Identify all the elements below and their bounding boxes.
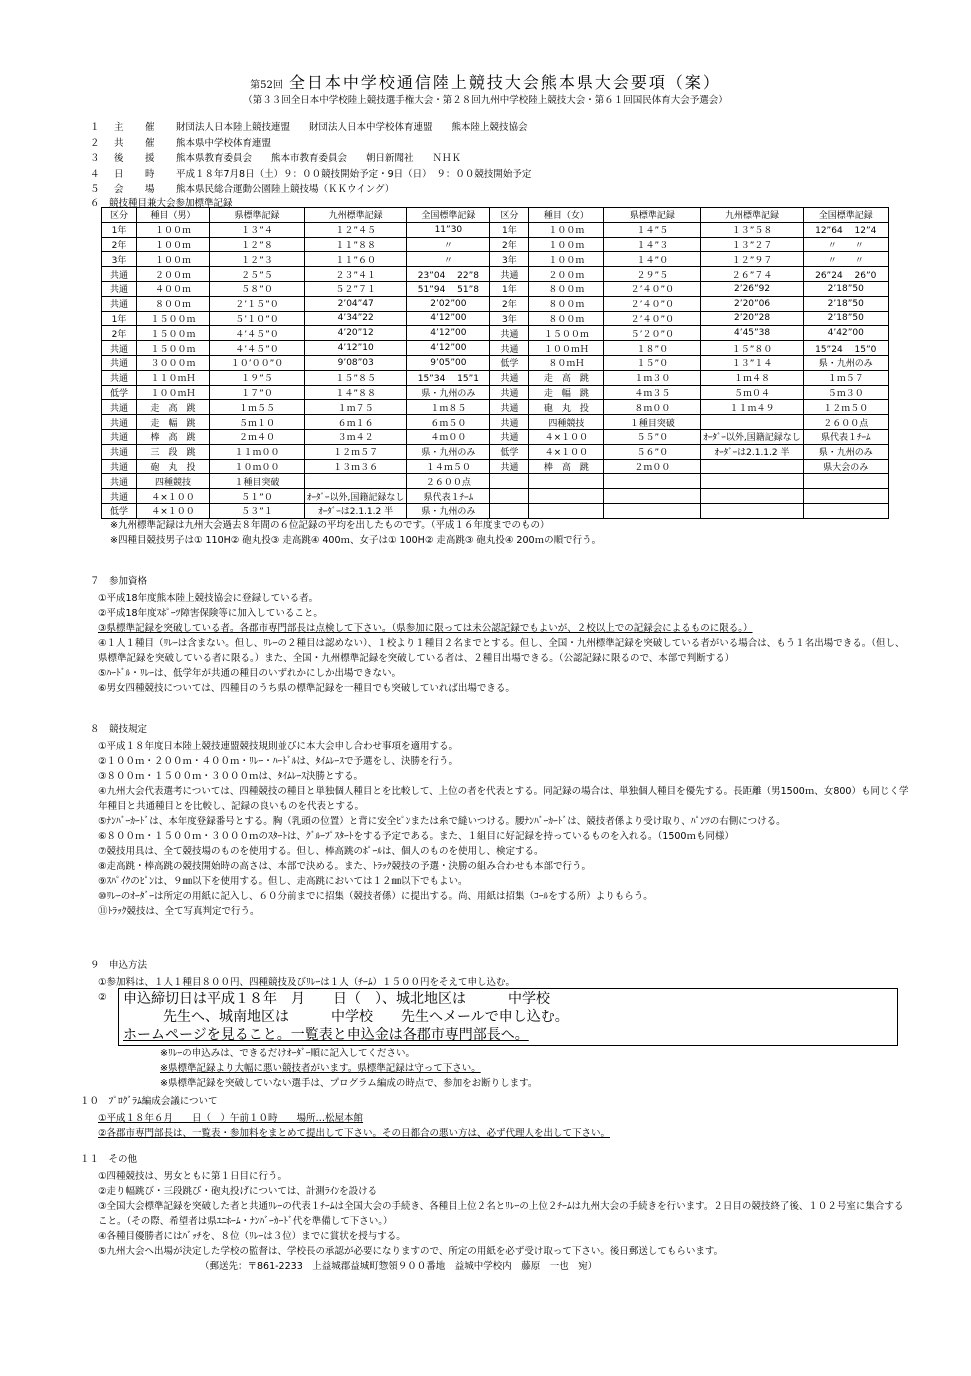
table-row — [102, 385, 889, 400]
table-cell: １７”０ — [210, 385, 305, 400]
list-item: ⑪ﾄﾗｯｸ競技は、全て写真判定で行う。 — [98, 906, 260, 917]
table-cell: ２００ｍ — [529, 267, 604, 282]
table-cell: 26”24 26”0 — [803, 267, 888, 282]
table-cell: ２６”７４ — [701, 267, 803, 282]
org-row: ３ 後 援 熊本県教育委員会 熊本市教育委員会 朝日新聞社 ＮＨＫ — [90, 153, 462, 165]
table-cell — [305, 474, 407, 489]
list-item: ④九州大会代表選考については、四種競技の種目と単独個人種目とを比較して、上位の者を代表とする。同記録の場合は、単独個人種目を優先する。長距離（男1500ｍ、女800）も同じく学年種目と共通種目とを比較し、記録の良いものを代表とする。 — [98, 786, 909, 812]
table-cell: 3年 — [490, 252, 529, 267]
table-cell — [604, 489, 701, 504]
table-cell: １３”４ — [210, 222, 305, 237]
table-cell: ２’４０”０ — [604, 311, 701, 326]
table-cell: ５１”０ — [210, 489, 305, 504]
table-cell: 2年 — [490, 237, 529, 252]
table-cell: 棒 高 跳 — [137, 429, 210, 444]
table-cell: 〃 — [407, 252, 490, 267]
table-cell: 共通 — [490, 267, 529, 282]
header-cell: 全国標準記録 — [407, 208, 490, 223]
table-cell: １００ｍ — [529, 252, 604, 267]
list-item-number: ② — [98, 992, 107, 1003]
note: ※県標準記録を突破していない選手は、プログラム編成の時点で、参加をお断りします。 — [160, 1078, 538, 1089]
header-cell: 九州標準記録 — [701, 208, 803, 223]
note: ※ﾘﾚｰの申込みは、できるだけｵｰﾀﾞｰ順に記入してください。 — [160, 1048, 415, 1059]
table-cell: 低学 — [102, 503, 137, 518]
table-cell: 4’12”10 — [305, 341, 407, 356]
table-cell: 4’20”12 — [305, 326, 407, 341]
table-cell: ５’２０”０ — [604, 326, 701, 341]
section-7-title: ７ 参加資格 — [90, 576, 148, 587]
table-cell: 4’34”22 — [305, 311, 407, 326]
table-cell: ４ｍ００ — [407, 429, 490, 444]
application-deadline-box — [118, 988, 898, 1046]
list-item: ③全国大会標準記録を突破した者と共通ﾘﾚｰの代表１ﾁｰﾑは全国大会の手続き、各種目上位２名とﾘﾚｰの上位２ﾁｰﾑは九州大会の手続きを行います。２日目の競技終了後、１０２号室に集合すること。（その際、希望者は県ﾕﾆﾎｰﾑ・ﾅﾝﾊﾞｰｶｰﾄﾞ代を準備して下さい。） — [98, 1201, 904, 1227]
table-row — [102, 237, 889, 252]
table-cell: 県・九州のみ — [803, 355, 888, 370]
table-cell: 共通 — [490, 400, 529, 415]
table-cell: ２５”５ — [210, 267, 305, 282]
table-cell: １９”５ — [210, 370, 305, 385]
table-cell — [490, 503, 529, 518]
table-cell: 1年 — [490, 281, 529, 296]
table-cell: ２９”５ — [604, 267, 701, 282]
list-item: ②各郡市専門部長は、一覧表・参加料をまとめて提出して下さい。その日都合の悪い方は、必ず代理人を出して下さい。 — [98, 1128, 611, 1139]
table-cell: 共通 — [102, 341, 137, 356]
table-cell: 4’45”38 — [701, 326, 803, 341]
table-cell: 県・九州のみ — [407, 444, 490, 459]
table-cell: 走 高 跳 — [529, 370, 604, 385]
table-notes — [110, 518, 601, 548]
table-row — [102, 222, 889, 237]
table-cell — [604, 474, 701, 489]
table-cell: １００ｍＨ — [529, 341, 604, 356]
table-cell — [529, 489, 604, 504]
table-cell: 走 幅 跳 — [529, 385, 604, 400]
table-cell: 2’20”06 — [701, 296, 803, 311]
table-cell: ５３”１ — [210, 503, 305, 518]
table-cell: １ｍ４８ — [701, 370, 803, 385]
table-cell: ｵｰﾀﾞｰは2.1.1.2 半 — [701, 444, 803, 459]
table-row — [102, 429, 889, 444]
table-cell: 4’12”00 — [407, 326, 490, 341]
table-cell: 9’05”00 — [407, 355, 490, 370]
section-9-notes — [160, 1046, 920, 1091]
table-cell — [701, 503, 803, 518]
table-cell: 県代表１ﾁｰﾑ — [803, 429, 888, 444]
table-cell: ２３”４１ — [305, 267, 407, 282]
table-cell: 4’12”00 — [407, 311, 490, 326]
list-item: ③８００ｍ・１５００ｍ・３０００ｍは、ﾀｲﾑﾚｰｽ決勝とする。 — [98, 771, 364, 782]
section-9-title: ９ 申込方法 — [90, 960, 148, 971]
table-cell: 共通 — [490, 415, 529, 430]
table-cell: ２ｍ００ — [604, 459, 701, 474]
table-cell: １００ｍ — [529, 222, 604, 237]
table-row — [102, 503, 889, 518]
table-cell: １ｍ３０ — [604, 370, 701, 385]
table-cell: １００ｍ — [137, 222, 210, 237]
org-row: ２ 共 催 熊本県中学校体育連盟 — [90, 137, 272, 149]
table-cell: 低学 — [102, 385, 137, 400]
list-item: ⑤ﾊｰﾄﾞﾙ・ﾘﾚｰは、低学年が共通の種目のいずれかにしか出場できない。 — [98, 668, 402, 679]
table-cell: ３ｍ４２ — [305, 429, 407, 444]
list-item: ②１００ｍ・２００ｍ・４００ｍ・ﾘﾚｰ・ﾊｰﾄﾞﾙは、ﾀｲﾑﾚｰｽで予選をし、決勝を行う。 — [98, 756, 459, 767]
table-row — [102, 400, 889, 415]
list-item: ⑥男女四種競技については、四種目のうち県の標準記録を一種目でも突破していれば出場できる。 — [98, 683, 515, 694]
table-row — [102, 252, 889, 267]
list-item: ①平成１８年度日本陸上競技連盟競技規則並びに本大会申し合わせ事項を適用する。 — [98, 741, 459, 752]
table-cell: 〃 — [407, 237, 490, 252]
list-item: ④各種目優勝者にはﾊﾞｯﾁを、８位（ﾘﾚｰは３位）までに賞状を授与する。 — [98, 1231, 406, 1242]
organizer-list — [90, 120, 531, 198]
list-item: ③県標準記録を突破している者。各郡市専門部長は点検して下さい。（県参加に限っては未公認記録でもよいが、２校以上での記録会によるものに限る。） — [98, 623, 753, 634]
table-cell: １００ｍ — [137, 237, 210, 252]
title-main: 全日本中学校通信陸上競技大会熊本県大会要項（案） — [288, 73, 721, 92]
boxed-line: 先生へ、城南地区は 中学校 先生へメールで申し込む。 — [163, 1009, 569, 1025]
table-cell: １１ｍ００ — [210, 444, 305, 459]
table-row — [102, 267, 889, 282]
table-cell: ４×１００ — [137, 489, 210, 504]
table-cell: 共通 — [102, 370, 137, 385]
table-cell: 4’42”00 — [803, 326, 888, 341]
table-cell: 2’26”92 — [701, 281, 803, 296]
list-item: ⑨ｽﾊﾟｲｸのﾋﾟﾝは、９㎜以下を使用する。但し、走高跳においては１２㎜以下でもよい。 — [98, 876, 468, 887]
table-cell: １１”８８ — [305, 237, 407, 252]
table-cell: ５２”７１ — [305, 281, 407, 296]
list-item: ⑤ﾅﾝﾊﾞｰｶｰﾄﾞは、本年度登録番号とする。胸（乳頭の位置）と背に安全ﾋﾟﾝまたは糸で縫いつける。腰ﾅﾝﾊﾞｰｶｰﾄﾞは、競技者係より受け取り、ﾊﾟﾝﾂの右側につける。 — [98, 816, 786, 827]
table-cell: １３”５８ — [701, 222, 803, 237]
list-item: ⑩ﾘﾚｰのｵｰﾀﾞｰは所定の用紙に記入し、６０分前までに招集（競技者係）に提出する。尚、用紙は招集（ｺｰﾙをする所）よりもらう。 — [98, 891, 653, 902]
table-cell: 共通 — [490, 341, 529, 356]
table-row — [102, 296, 889, 311]
table-cell: 2年 — [490, 296, 529, 311]
table-cell: ２ｍ４０ — [210, 429, 305, 444]
list-item: ④１人１種目（ﾘﾚｰは含まない。但し、ﾘﾚｰの２種目は認めない）、１校より１種目２名までとする。但し、全国・九州標準記録を突破している者がいる場合は、もう１名出場できる。（但し、県標準記録を突破している者に限る。）また、全国・九州標準記録を突破している者は、２種目出場できる。（公認記録に限るので、本部で判断する） — [98, 638, 905, 664]
list-item: ①四種競技は、男女ともに第１日目に行う。 — [98, 1171, 288, 1182]
section-6-title: ６ 競技種目兼大会参加標準記録 — [90, 198, 233, 209]
table-cell: 23”04 22”8 — [407, 267, 490, 282]
table-cell: 51”94 51”8 — [407, 281, 490, 296]
standard-records-table — [101, 207, 889, 519]
list-item: ⑦競技用具は、全て競技場のものを使用する。但し、棒高跳のﾎﾟｰﾙは、個人のものを使用し、検定する。 — [98, 846, 544, 857]
boxed-line: ホームページを見ること。一覧表と申込金は各郡市専門部長へ。 — [123, 1027, 529, 1043]
table-cell: ４×１００ — [529, 429, 604, 444]
table-cell: 9’08”03 — [305, 355, 407, 370]
table-cell: ８ｍ００ — [604, 400, 701, 415]
table-cell: 四種競技 — [137, 474, 210, 489]
table-row — [102, 415, 889, 430]
table-row — [102, 326, 889, 341]
section-10 — [80, 1094, 900, 1141]
header-cell: 県標準記録 — [604, 208, 701, 223]
table-cell: １５”８５ — [305, 370, 407, 385]
table-cell: ５ｍ１０ — [210, 415, 305, 430]
mailing-address: （郵送先：〒861-2233 上益城郡益城町惣領９００番地 益城中学校内 藤原 一也 宛） — [200, 1261, 598, 1272]
list-item: ⑤九州大会へ出場が決定した学校の監督は、学校長の承認が必要になりますので、所定の用紙を必ず受け取って下さい。後日郵送してもらいます。 — [98, 1246, 724, 1257]
table-cell: １００ｍＨ — [137, 385, 210, 400]
table-cell: １５００ｍ — [137, 326, 210, 341]
table-cell: 共通 — [102, 489, 137, 504]
table-cell: ４’４５”０ — [210, 341, 305, 356]
table-cell: 1年 — [102, 222, 137, 237]
table-cell: ｵｰﾀﾞｰ以外,国籍記録なし — [305, 489, 407, 504]
table-cell — [803, 489, 888, 504]
table-cell: 共通 — [102, 459, 137, 474]
table-cell: ４００ｍ — [137, 281, 210, 296]
table-cell: 共通 — [102, 429, 137, 444]
table-cell — [701, 415, 803, 430]
header-cell: 全国標準記録 — [803, 208, 888, 223]
table-cell: 低学 — [490, 355, 529, 370]
table-cell: ２’１５”０ — [210, 296, 305, 311]
table-cell: ８００ｍ — [137, 296, 210, 311]
table-cell: 四種競技 — [529, 415, 604, 430]
table-row — [102, 341, 889, 356]
table-cell: ｵｰﾀﾞｰは2.1.1.2 半 — [305, 503, 407, 518]
header-cell: 種目（女） — [529, 208, 604, 223]
section-7 — [90, 574, 910, 696]
table-cell: 2’18”50 — [803, 311, 888, 326]
header-cell: 県標準記録 — [210, 208, 305, 223]
table-cell: １４”０ — [604, 252, 701, 267]
table-cell: ４×１００ — [529, 444, 604, 459]
table-cell: 共通 — [490, 385, 529, 400]
header-cell: 九州標準記録 — [305, 208, 407, 223]
table-cell: １１ｍ４９ — [701, 400, 803, 415]
table-cell: １２”９７ — [701, 252, 803, 267]
table-row — [102, 281, 889, 296]
table-cell: ３０００ｍ — [137, 355, 210, 370]
section-8-title: ８ 競技規定 — [90, 724, 148, 735]
table-cell: １１０ｍＨ — [137, 370, 210, 385]
table-cell: ６ｍ１６ — [305, 415, 407, 430]
table-cell: 〃 〃 — [803, 252, 888, 267]
table-cell: ５ｍ３０ — [803, 385, 888, 400]
table-cell: １２”８ — [210, 237, 305, 252]
table-cell: １４”５ — [604, 222, 701, 237]
table-cell: 砲 丸 投 — [137, 459, 210, 474]
table-row — [102, 489, 889, 504]
table-cell: 棒 高 跳 — [529, 459, 604, 474]
table-cell: ６ｍ５０ — [407, 415, 490, 430]
table-cell: 2年 — [102, 326, 137, 341]
table-cell: １５００ｍ — [137, 311, 210, 326]
table-cell: １４”３ — [604, 237, 701, 252]
table-cell: 県・九州のみ — [407, 503, 490, 518]
table-cell: 共通 — [490, 326, 529, 341]
table-note: ※四種目競技男子は① 110H② 砲丸投③ 走高跳④ 400ｍ、女子は① 100H② 走高跳③ 砲丸投④ 200ｍの順で行う。 — [110, 535, 602, 546]
table-cell: １５”０ — [604, 355, 701, 370]
table-cell — [803, 474, 888, 489]
table-cell: ４’４５”０ — [210, 326, 305, 341]
table-cell: 2’20”28 — [701, 311, 803, 326]
org-row: ５ 会 場 熊本県民総合運動公園陸上競技場（ＫＫウイング） — [90, 184, 395, 196]
table-cell: ２６００点 — [803, 415, 888, 430]
org-row: １ 主 催 財団法人日本陸上競技連盟 財団法人日本中学校体育連盟 熊本陸上競技協会 — [90, 122, 528, 133]
table-cell — [604, 503, 701, 518]
table-cell: ８０ｍＨ — [529, 355, 604, 370]
document-title — [0, 70, 971, 93]
table-cell: ２’４０”０ — [604, 281, 701, 296]
table-cell: 2年 — [102, 237, 137, 252]
header-cell: 種目（男） — [137, 208, 210, 223]
table-cell: ５ｍ０４ — [701, 385, 803, 400]
table-cell: 3年 — [490, 311, 529, 326]
table-cell: 共通 — [102, 474, 137, 489]
org-row: ４ 日 時 平成１８年7月8日（土）９：００競技開始予定・9日（日） ９：００競技開始予定 — [90, 168, 532, 180]
table-cell: ４ｍ３５ — [604, 385, 701, 400]
table-cell: １５００ｍ — [137, 341, 210, 356]
table-cell: １３ｍ３６ — [305, 459, 407, 474]
table-row — [102, 311, 889, 326]
table-cell: ２６００点 — [407, 474, 490, 489]
table-cell: １５００ｍ — [529, 326, 604, 341]
table-cell: １２”４５ — [305, 222, 407, 237]
table-cell: ２００ｍ — [137, 267, 210, 282]
table-cell: 15”24 15”0 — [803, 341, 888, 356]
table-cell: 共通 — [102, 400, 137, 415]
table-cell — [701, 474, 803, 489]
table-cell — [529, 503, 604, 518]
table-cell: 共通 — [102, 444, 137, 459]
table-cell: １４ｍ５０ — [407, 459, 490, 474]
table-cell: 4’12”00 — [407, 341, 490, 356]
list-item: ⑥８００ｍ・１５００ｍ・３０００ｍのｽﾀｰﾄは、ｸﾞﾙｰﾌﾟｽﾀｰﾄをする予定である。また、１組目に好記録を持っているものを入れる。（1500ｍも同様） — [98, 831, 734, 842]
table-cell: ８００ｍ — [529, 281, 604, 296]
list-item: ⑧走高跳・棒高跳の競技開始時の高さは、本部で決める。また、ﾄﾗｯｸ競技の予選・決勝の組み合わせも本部で行う。 — [98, 861, 592, 872]
table-note: ※九州標準記録は九州大会過去８年間の６位記録の平均を出したものです。（平成１６年度までのもの） — [110, 520, 550, 531]
table-cell: 県代表１ﾁｰﾑ — [407, 489, 490, 504]
section-11-title: １１ その他 — [80, 1154, 138, 1165]
table-cell — [701, 459, 803, 474]
table-row — [102, 355, 889, 370]
table-cell: １種目突破 — [604, 415, 701, 430]
table-cell: 砲 丸 投 — [529, 400, 604, 415]
table-row — [102, 459, 889, 474]
note: ※県標準記録より大幅に悪い競技者がいます。県標準記録は守って下さい。 — [160, 1063, 481, 1074]
table-cell: １５”８０ — [701, 341, 803, 356]
table-row — [102, 444, 889, 459]
table-cell: １２ｍ５０ — [803, 400, 888, 415]
table-cell: 県・九州のみ — [407, 385, 490, 400]
table-cell: 〃 〃 — [803, 237, 888, 252]
section-10-title: １０ ﾌﾟﾛｸﾞﾗﾑ編成会議について — [80, 1096, 218, 1107]
table-cell: １ｍ８５ — [407, 400, 490, 415]
table-cell — [701, 489, 803, 504]
table-cell: 3年 — [102, 252, 137, 267]
table-cell: 共通 — [102, 355, 137, 370]
table-cell: １０’００”０ — [210, 355, 305, 370]
table-cell: 2’04”47 — [305, 296, 407, 311]
table-cell: １０ｍ００ — [210, 459, 305, 474]
table-cell: 共通 — [102, 267, 137, 282]
list-item: ①平成１８年６月 日（ ）午前１０時 場所…松屋本館 — [98, 1113, 364, 1124]
table-cell: 共通 — [490, 370, 529, 385]
table-cell: 共通 — [490, 429, 529, 444]
table-cell: ４×１００ — [137, 503, 210, 518]
table-cell: 共通 — [490, 459, 529, 474]
section-8 — [90, 722, 910, 919]
table-cell: 県・九州のみ — [803, 444, 888, 459]
table-cell: ５’１０”０ — [210, 311, 305, 326]
table-cell: 共通 — [102, 281, 137, 296]
table-cell: 1年 — [490, 222, 529, 237]
table-cell: １００ｍ — [529, 237, 604, 252]
table-row — [102, 474, 889, 489]
table-cell: 低学 — [490, 444, 529, 459]
table-cell: ５６”０ — [604, 444, 701, 459]
table-cell: 1年 — [102, 311, 137, 326]
list-item: ①参加料は、１人１種目８００円、四種競技及びﾘﾚｰは１人（ﾁｰﾑ）１５００円をそえて申し込む。 — [98, 977, 516, 988]
table-cell: ８００ｍ — [529, 296, 604, 311]
table-cell: １２ｍ５７ — [305, 444, 407, 459]
table-cell: １１”６０ — [305, 252, 407, 267]
table-cell: 走 高 跳 — [137, 400, 210, 415]
table-cell: １３”１４ — [701, 355, 803, 370]
title-prefix: 第52回 — [250, 80, 283, 91]
table-cell: 走 幅 跳 — [137, 415, 210, 430]
table-cell: ｵｰﾀﾞｰ以外,国籍記録なし — [701, 429, 803, 444]
table-cell: １ｍ５７ — [803, 370, 888, 385]
table-row — [102, 370, 889, 385]
table-header-row — [102, 208, 889, 223]
list-item: ①平成18年度熊本陸上競技協会に登録している者。 — [98, 593, 319, 604]
table-cell: 三 段 跳 — [137, 444, 210, 459]
table-cell — [529, 474, 604, 489]
table-cell: １ｍ７５ — [305, 400, 407, 415]
header-cell: 区分 — [490, 208, 529, 223]
table-cell: １８”０ — [604, 341, 701, 356]
table-cell: ２’４０”０ — [604, 296, 701, 311]
table-cell: １００ｍ — [137, 252, 210, 267]
table-cell: １４”８８ — [305, 385, 407, 400]
table-cell: 15”34 15”1 — [407, 370, 490, 385]
table-cell: ８００ｍ — [529, 311, 604, 326]
list-item: ②平成18年度ｽﾎﾟｰﾂ障害保険等に加入していること。 — [98, 608, 323, 619]
table-cell: １２”３ — [210, 252, 305, 267]
table-cell — [490, 474, 529, 489]
table-cell: 2’02”00 — [407, 296, 490, 311]
table-cell: 11”30 — [407, 222, 490, 237]
table-cell: 12”64 12”4 — [803, 222, 888, 237]
table-cell: 県大会のみ — [803, 459, 888, 474]
table-cell — [803, 503, 888, 518]
table-cell: 共通 — [102, 415, 137, 430]
document-subtitle: （第３３回全日本中学校陸上競技選手権大会・第２８回九州中学校陸上競技大会・第６１回国民体育大会予選会） — [243, 95, 728, 106]
table-cell — [490, 489, 529, 504]
table-cell: １ｍ５５ — [210, 400, 305, 415]
table-cell: １種目突破 — [210, 474, 305, 489]
table-cell: ５８”０ — [210, 281, 305, 296]
header-cell: 区分 — [102, 208, 137, 223]
table-cell: ５５”０ — [604, 429, 701, 444]
list-item: ②走り幅跳び・三段跳び・砲丸投げについては、計測ﾗｲﾝを設ける — [98, 1186, 378, 1197]
table-cell: 共通 — [102, 296, 137, 311]
table-cell: 2’18”50 — [803, 296, 888, 311]
boxed-line: 申込締切日は平成１８年 月 日（ ）、城北地区は 中学校 — [123, 991, 550, 1007]
table-cell: 2’18”50 — [803, 281, 888, 296]
section-11 — [80, 1152, 910, 1274]
table-cell: １３”２７ — [701, 237, 803, 252]
